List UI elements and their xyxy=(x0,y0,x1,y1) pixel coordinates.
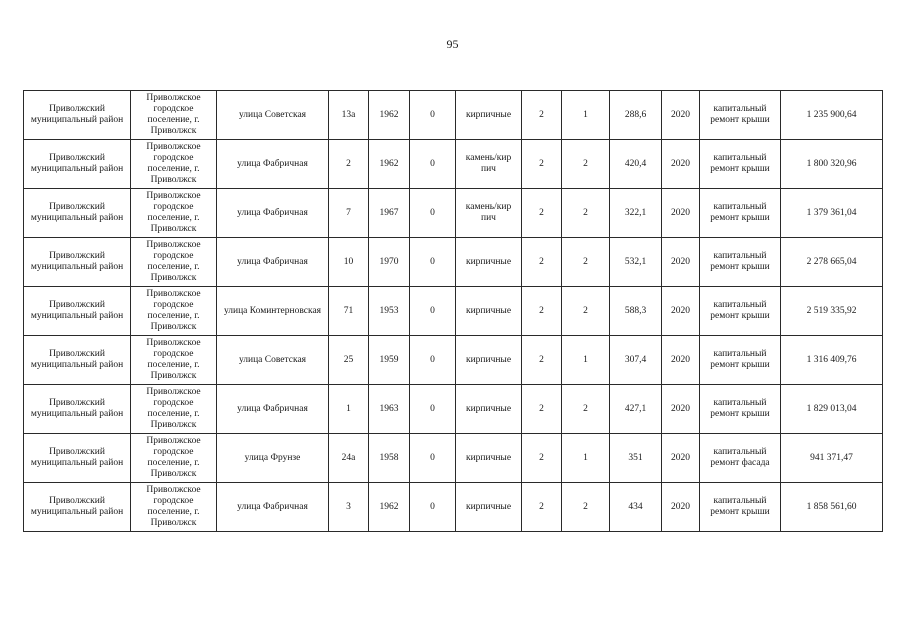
entrances-cell: 2 xyxy=(562,385,610,434)
cost-cell: 1 235 900,64 xyxy=(781,91,883,140)
wall-material-cell: камень/кир пич xyxy=(456,140,522,189)
area-cell: 532,1 xyxy=(610,238,662,287)
house-number-cell: 7 xyxy=(329,189,369,238)
settlement-cell: Приволжское городское поселение, г. Приволжск xyxy=(131,238,217,287)
wall-material-cell: камень/кир пич xyxy=(456,189,522,238)
cost-cell: 1 316 409,76 xyxy=(781,336,883,385)
district-cell: Приволжский муниципальный район xyxy=(24,91,131,140)
house-number-cell: 2 xyxy=(329,140,369,189)
build-year-cell: 1963 xyxy=(369,385,410,434)
street-cell: улица Фабричная xyxy=(217,140,329,189)
district-cell: Приволжский муниципальный район xyxy=(24,336,131,385)
table-row xyxy=(24,238,883,287)
floors-cell: 2 xyxy=(522,287,562,336)
floors-cell: 2 xyxy=(522,336,562,385)
area-cell: 420,4 xyxy=(610,140,662,189)
table-row xyxy=(24,483,883,532)
floors-cell: 2 xyxy=(522,238,562,287)
table-row xyxy=(24,91,883,140)
district-cell: Приволжский муниципальный район xyxy=(24,483,131,532)
area-cell: 434 xyxy=(610,483,662,532)
zero-value-cell: 0 xyxy=(410,238,456,287)
floors-cell: 2 xyxy=(522,91,562,140)
house-number-cell: 25 xyxy=(329,336,369,385)
table-row xyxy=(24,385,883,434)
plan-year-cell: 2020 xyxy=(662,287,700,336)
area-cell: 351 xyxy=(610,434,662,483)
floors-cell: 2 xyxy=(522,434,562,483)
floors-cell: 2 xyxy=(522,385,562,434)
build-year-cell: 1958 xyxy=(369,434,410,483)
district-cell: Приволжский муниципальный район xyxy=(24,238,131,287)
cost-cell: 941 371,47 xyxy=(781,434,883,483)
zero-value-cell: 0 xyxy=(410,336,456,385)
cost-cell: 1 858 561,60 xyxy=(781,483,883,532)
page-number: 95 xyxy=(446,37,459,51)
district-cell: Приволжский муниципальный район xyxy=(24,434,131,483)
floors-cell: 2 xyxy=(522,483,562,532)
plan-year-cell: 2020 xyxy=(662,434,700,483)
entrances-cell: 2 xyxy=(562,189,610,238)
settlement-cell: Приволжское городское поселение, г. Приволжск xyxy=(131,189,217,238)
work-type-cell: капитальный ремонт крыши xyxy=(700,336,781,385)
build-year-cell: 1953 xyxy=(369,287,410,336)
cost-cell: 2 278 665,04 xyxy=(781,238,883,287)
area-cell: 288,6 xyxy=(610,91,662,140)
zero-value-cell: 0 xyxy=(410,91,456,140)
wall-material-cell: кирпичные xyxy=(456,238,522,287)
plan-year-cell: 2020 xyxy=(662,385,700,434)
entrances-cell: 1 xyxy=(562,434,610,483)
cost-cell: 1 800 320,96 xyxy=(781,140,883,189)
street-cell: улица Фабричная xyxy=(217,483,329,532)
wall-material-cell: кирпичные xyxy=(456,336,522,385)
table-row xyxy=(24,140,883,189)
house-number-cell: 71 xyxy=(329,287,369,336)
zero-value-cell: 0 xyxy=(410,189,456,238)
settlement-cell: Приволжское городское поселение, г. Приволжск xyxy=(131,287,217,336)
district-cell: Приволжский муниципальный район xyxy=(24,287,131,336)
area-cell: 427,1 xyxy=(610,385,662,434)
build-year-cell: 1962 xyxy=(369,483,410,532)
street-cell: улица Фабричная xyxy=(217,189,329,238)
house-number-cell: 3 xyxy=(329,483,369,532)
district-cell: Приволжский муниципальный район xyxy=(24,189,131,238)
zero-value-cell: 0 xyxy=(410,434,456,483)
work-type-cell: капитальный ремонт фасада xyxy=(700,434,781,483)
wall-material-cell: кирпичные xyxy=(456,385,522,434)
entrances-cell: 2 xyxy=(562,287,610,336)
wall-material-cell: кирпичные xyxy=(456,483,522,532)
settlement-cell: Приволжское городское поселение, г. Приволжск xyxy=(131,140,217,189)
area-cell: 588,3 xyxy=(610,287,662,336)
house-number-cell: 1 xyxy=(329,385,369,434)
work-type-cell: капитальный ремонт крыши xyxy=(700,189,781,238)
work-type-cell: капитальный ремонт крыши xyxy=(700,140,781,189)
work-type-cell: капитальный ремонт крыши xyxy=(700,91,781,140)
wall-material-cell: кирпичные xyxy=(456,287,522,336)
zero-value-cell: 0 xyxy=(410,385,456,434)
zero-value-cell: 0 xyxy=(410,287,456,336)
build-year-cell: 1959 xyxy=(369,336,410,385)
build-year-cell: 1962 xyxy=(369,140,410,189)
table-body xyxy=(24,91,883,532)
entrances-cell: 2 xyxy=(562,483,610,532)
district-cell: Приволжский муниципальный район xyxy=(24,140,131,189)
cost-cell: 2 519 335,92 xyxy=(781,287,883,336)
street-cell: улица Фабричная xyxy=(217,385,329,434)
settlement-cell: Приволжское городское поселение, г. Приволжск xyxy=(131,434,217,483)
wall-material-cell: кирпичные xyxy=(456,91,522,140)
cost-cell: 1 829 013,04 xyxy=(781,385,883,434)
street-cell: улица Коминтерновская xyxy=(217,287,329,336)
street-cell: улица Советская xyxy=(217,91,329,140)
work-type-cell: капитальный ремонт крыши xyxy=(700,483,781,532)
entrances-cell: 1 xyxy=(562,91,610,140)
cost-cell: 1 379 361,04 xyxy=(781,189,883,238)
plan-year-cell: 2020 xyxy=(662,238,700,287)
settlement-cell: Приволжское городское поселение, г. Приволжск xyxy=(131,336,217,385)
table-row xyxy=(24,434,883,483)
table-row xyxy=(24,287,883,336)
plan-year-cell: 2020 xyxy=(662,91,700,140)
work-type-cell: капитальный ремонт крыши xyxy=(700,287,781,336)
settlement-cell: Приволжское городское поселение, г. Приволжск xyxy=(131,91,217,140)
zero-value-cell: 0 xyxy=(410,140,456,189)
house-number-cell: 10 xyxy=(329,238,369,287)
entrances-cell: 2 xyxy=(562,238,610,287)
buildings-table xyxy=(23,90,883,532)
table-row xyxy=(24,189,883,238)
build-year-cell: 1967 xyxy=(369,189,410,238)
entrances-cell: 1 xyxy=(562,336,610,385)
work-type-cell: капитальный ремонт крыши xyxy=(700,385,781,434)
zero-value-cell: 0 xyxy=(410,483,456,532)
district-cell: Приволжский муниципальный район xyxy=(24,385,131,434)
street-cell: улица Фрунзе xyxy=(217,434,329,483)
wall-material-cell: кирпичные xyxy=(456,434,522,483)
floors-cell: 2 xyxy=(522,140,562,189)
build-year-cell: 1970 xyxy=(369,238,410,287)
settlement-cell: Приволжское городское поселение, г. Приволжск xyxy=(131,385,217,434)
floors-cell: 2 xyxy=(522,189,562,238)
plan-year-cell: 2020 xyxy=(662,189,700,238)
house-number-cell: 13а xyxy=(329,91,369,140)
settlement-cell: Приволжское городское поселение, г. Приволжск xyxy=(131,483,217,532)
street-cell: улица Советская xyxy=(217,336,329,385)
table-row xyxy=(24,336,883,385)
work-type-cell: капитальный ремонт крыши xyxy=(700,238,781,287)
entrances-cell: 2 xyxy=(562,140,610,189)
area-cell: 307,4 xyxy=(610,336,662,385)
plan-year-cell: 2020 xyxy=(662,336,700,385)
street-cell: улица Фабричная xyxy=(217,238,329,287)
house-number-cell: 24а xyxy=(329,434,369,483)
plan-year-cell: 2020 xyxy=(662,483,700,532)
area-cell: 322,1 xyxy=(610,189,662,238)
build-year-cell: 1962 xyxy=(369,91,410,140)
plan-year-cell: 2020 xyxy=(662,140,700,189)
